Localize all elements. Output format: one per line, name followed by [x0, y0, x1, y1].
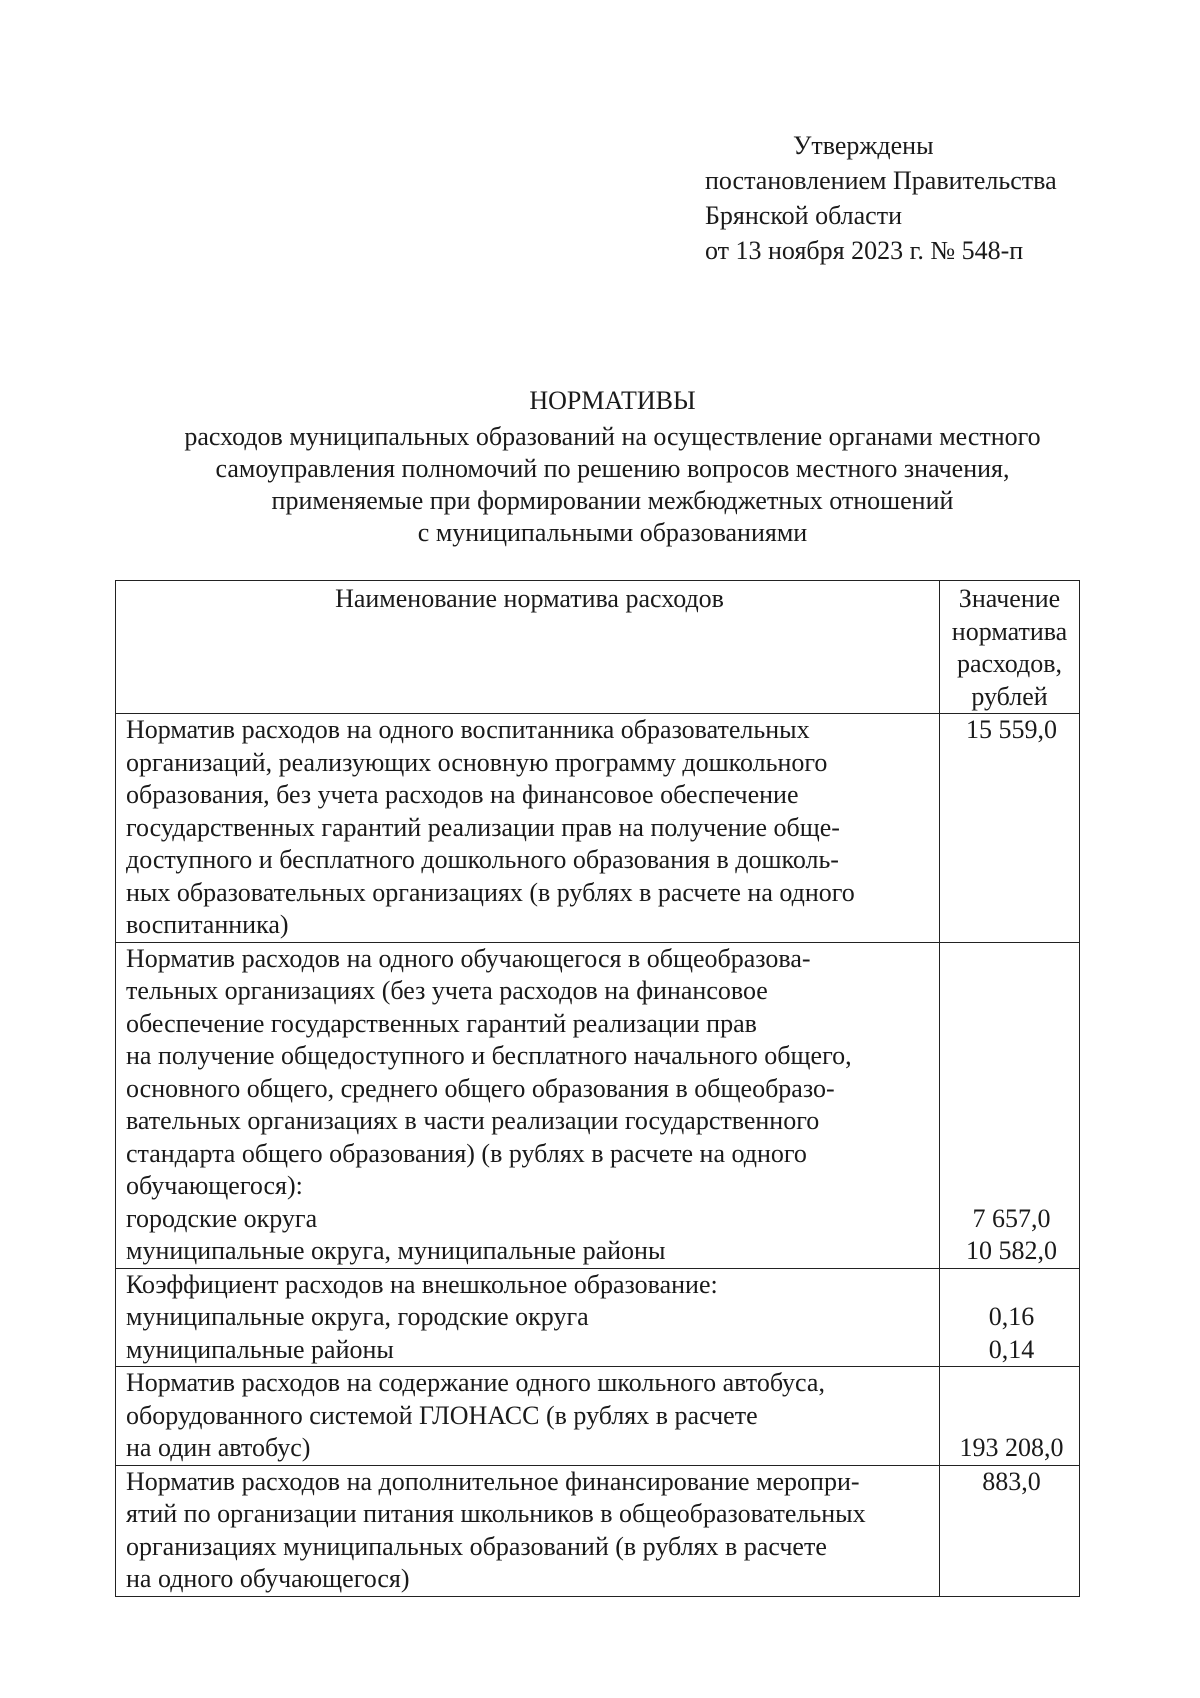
row-text-line: Коэффициент расходов на внешкольное образование:	[126, 1269, 718, 1299]
row-text-line: на один автобус)	[126, 1433, 311, 1462]
row-value	[940, 942, 1080, 1268]
row-text-line: обучающегося):	[126, 1171, 303, 1200]
sub-item-value: 7 657,0	[972, 1203, 1051, 1233]
sub-item-value: 10 582,0	[966, 1236, 1058, 1265]
title-subtitle-line: с муниципальными образованиями	[417, 518, 808, 547]
header-value-line: норматива	[951, 616, 1068, 646]
title-subtitle-line: самоуправления полномочий по решению вопросов местного значения,	[215, 454, 1010, 483]
row-value	[940, 1465, 1080, 1596]
row-value-text: 883,0	[982, 1466, 1041, 1496]
sub-item-value: 0,16	[988, 1302, 1035, 1331]
row-text-line: основного общего, среднего общего образования в общеобразо-	[126, 1073, 835, 1103]
row-text-line: Норматив расходов на одного воспитанника образовательных	[126, 715, 810, 744]
row-value-text: 193 208,0	[959, 1433, 1064, 1462]
sub-item-label: муниципальные районы	[126, 1334, 394, 1364]
row-name	[116, 1367, 940, 1466]
approval-stamp	[705, 128, 1057, 268]
row-text-line: вательных организациях в части реализации государственного	[126, 1106, 820, 1135]
approval-line: Брянской области	[705, 201, 902, 230]
header-value-line: расходов,	[957, 649, 1063, 678]
header-name-label: Наименование норматива расходов	[335, 584, 724, 613]
sub-item-label: муниципальные округа, городские округа	[126, 1302, 589, 1331]
row-text-line: Норматив расходов на содержание одного школьного автобуса,	[126, 1368, 825, 1397]
row-name	[116, 942, 940, 1268]
row-text-line: на получение общедоступного и бесплатного начального общего,	[126, 1041, 852, 1070]
title-heading: НОРМАТИВЫ	[529, 386, 696, 415]
approval-line: Утверждены	[793, 131, 934, 160]
row-text-line: обеспечение государственных гарантий реализации прав	[126, 1008, 757, 1038]
table-row	[116, 1367, 1080, 1466]
document-title	[100, 385, 1125, 549]
header-value	[940, 581, 1080, 714]
row-text-line: Норматив расходов на дополнительное финансирование меропри-	[126, 1466, 860, 1496]
header-name	[116, 581, 940, 714]
row-text-line: организаций, реализующих основную программу дошкольного	[126, 747, 828, 777]
row-text-line: государственных гарантий реализации прав на получение обще-	[126, 812, 840, 842]
row-text-line: стандарта общего образования) (в рублях в расчете на одного	[126, 1138, 807, 1168]
row-text-line: ных образовательных организациях (в рублях в расчете на одного	[126, 877, 855, 907]
row-name	[116, 1465, 940, 1596]
title-subtitle-line: применяемые при формировании межбюджетных отношений	[271, 486, 954, 515]
row-text-line: доступного и бесплатного дошкольного образования в дошколь-	[126, 845, 839, 874]
table-header-row	[116, 581, 1080, 714]
sub-item-label: муниципальные округа, муниципальные районы	[126, 1236, 666, 1265]
row-text-line: на одного обучающегося)	[126, 1564, 410, 1593]
approval-line: от 13 ноября 2023 г. № 548-п	[705, 236, 1024, 265]
row-text-line: воспитанника)	[126, 910, 289, 939]
row-text-line: ятий по организации питания школьников в общеобразовательных	[126, 1499, 866, 1528]
row-value-text: 15 559,0	[966, 715, 1058, 744]
header-value-line: Значение	[958, 584, 1061, 613]
table-row	[116, 1465, 1080, 1596]
approval-line: постановлением Правительства	[705, 166, 1057, 195]
row-text-line: организациях муниципальных образований (в рублях в расчете	[126, 1531, 827, 1561]
row-name	[116, 1268, 940, 1367]
sub-item-value: 0,14	[988, 1334, 1035, 1364]
table-row	[116, 1268, 1080, 1367]
row-text-line: тельных организациях (без учета расходов на финансовое	[126, 976, 768, 1005]
title-subtitle-line: расходов муниципальных образований на осуществление органами местного	[184, 422, 1041, 451]
row-value	[940, 1367, 1080, 1466]
sub-item-label: городские округа	[126, 1203, 318, 1233]
row-value	[940, 1268, 1080, 1367]
table-row	[116, 714, 1080, 943]
row-name	[116, 714, 940, 943]
row-value	[940, 714, 1080, 943]
table-row	[116, 942, 1080, 1268]
row-text-line: образования, без учета расходов на финансовое обеспечение	[126, 780, 799, 809]
norms-table	[115, 580, 1080, 1597]
row-text-line: Норматив расходов на одного обучающегося в общеобразова-	[126, 943, 811, 973]
header-value-line: рублей	[971, 681, 1048, 711]
row-text-line: оборудованного системой ГЛОНАСС (в рублях в расчете	[126, 1400, 758, 1430]
